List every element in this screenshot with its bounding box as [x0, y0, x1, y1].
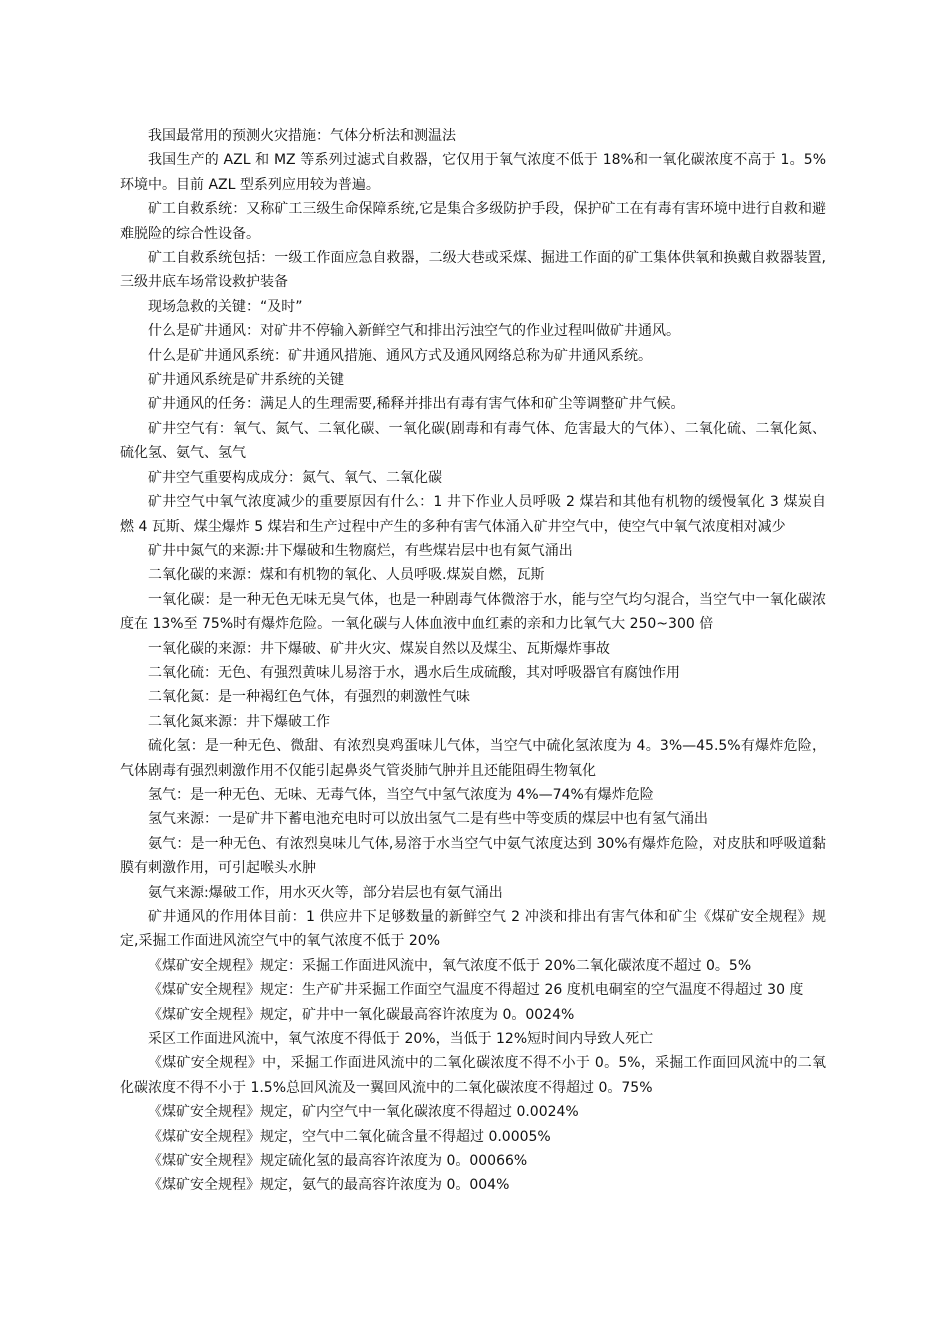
paragraph: 《煤矿安全规程》规定，矿内空气中一氧化碳浓度不得超过 0.0024% [148, 1104, 579, 1121]
paragraph: 矿井中氮气的来源:井下爆破和生物腐烂，有些煤岩层中也有氮气涌出 [148, 542, 573, 559]
paragraph: 《煤矿安全规程》规定硫化氢的最高容许浓度为 0。00066% [148, 1153, 528, 1170]
document-body [120, 124, 826, 1198]
paragraph: 《煤矿安全规程》规定：生产矿井采掘工作面空气温度不得超过 26 度机电硐室的空气温度不得超过 30 度 [148, 982, 804, 999]
paragraph: 《煤矿安全规程》中，采掘工作面进风流中的二氧化碳浓度不得不小于 0。5%，采掘工作面回风流中的二氧化碳浓度不得不小于 1.5%总回风流及一翼回风流中的二氧化碳浓度不得超过 0。75% [120, 1055, 826, 1096]
paragraph: 什么是矿井通风：对矿井不停输入新鲜空气和排出污浊空气的作业过程叫做矿井通风。 [148, 323, 680, 340]
paragraph: 《煤矿安全规程》规定：采掘工作面进风流中，氧气浓度不低于 20%二氧化碳浓度不超过 0。5% [148, 957, 752, 974]
paragraph: 氨气来源:爆破工作，用水灭火等，部分岩层也有氨气涌出 [148, 884, 503, 901]
paragraph: 矿工自救系统包括：一级工作面应急自救器，二级大巷或采煤、掘进工作面的矿工集体供氧和换戴自救器装置,三级井底车场常设救护装备 [120, 250, 826, 291]
paragraph: 二氧化氮：是一种褐红色气体，有强烈的刺激性气味 [148, 689, 470, 706]
paragraph: 矿井通风系统是矿井系统的关键 [148, 372, 344, 389]
paragraph: 矿井空气有：氧气、氮气、二氧化碳、一氧化碳(剧毒和有毒气体、危害最大的气体）、二氧化硫、二氧化氮、硫化氢、氨气、氢气 [120, 420, 826, 462]
paragraph: 氢气：是一种无色、无味、无毒气体，当空气中氢气浓度为 4%—74%有爆炸危险 [148, 786, 654, 803]
paragraph: 《煤矿安全规程》规定，矿井中一氧化碳最高容许浓度为 0。0024% [148, 1006, 575, 1023]
paragraph: 矿井空气中氧气浓度减少的重要原因有什么：1 井下作业人员呼吸 2 煤岩和其他有机物的缓慢氧化 3 煤炭自燃 4 瓦斯、煤尘爆炸 5 煤岩和生产过程中产生的多种有害气体涌入矿井空气中，使空气中氧气浓度相对减少 [120, 494, 826, 535]
paragraph: 《煤矿安全规程》规定，空气中二氧化硫含量不得超过 0.0005% [148, 1128, 551, 1145]
paragraph: 一氧化碳：是一种无色无味无臭气体，也是一种剧毒气体微溶于水，能与空气均匀混合，当空气中一氧化碳浓度在 13%至 75%时有爆炸危险。一氧化碳与人体血液中血红素的亲和力比氧气大 250~300 倍 [120, 591, 826, 633]
paragraph: 什么是矿井通风系统：矿井通风措施、通风方式及通风网络总称为矿井通风系统。 [148, 347, 652, 364]
paragraph: 二氧化碳的来源：煤和有机物的氧化、人员呼吸.煤炭自燃，瓦斯 [148, 567, 545, 584]
paragraph: 我国最常用的预测火灾措施：气体分析法和测温法 [148, 128, 456, 144]
paragraph: 矿工自救系统：又称矿工三级生命保障系统,它是集合多级防护手段，保护矿工在有毒有害环境中进行自救和避难脱险的综合性设备。 [120, 201, 826, 242]
paragraph: 硫化氢：是一种无色、微甜、有浓烈臭鸡蛋味儿气体，当空气中硫化氢浓度为 4。3%—45.5%有爆炸危险，气体剧毒有强烈刺激作用不仅能引起鼻炎气管炎肺气肿并且还能阻碍生物氧化 [120, 738, 826, 779]
paragraph: 矿井通风的作用体目前：1 供应井下足够数量的新鲜空气 2 冲淡和排出有害气体和矿尘《煤矿安全规程》规定,采掘工作面进风流空气中的氧气浓度不低于 20% [120, 909, 826, 950]
paragraph: 二氧化氮来源：井下爆破工作 [148, 713, 330, 730]
paragraph: 矿井通风的任务：满足人的生理需要,稀释并排出有毒有害气体和矿尘等调整矿井气候。 [148, 396, 685, 413]
paragraph: 《煤矿安全规程》规定，氨气的最高容许浓度为 0。004% [148, 1177, 510, 1194]
paragraph: 氨气：是一种无色、有浓烈臭味儿气体,易溶于水当空气中氨气浓度达到 30%有爆炸危险，对皮肤和呼吸道黏膜有刺激作用，可引起喉头水肿 [120, 835, 826, 877]
paragraph: 现场急救的关键：“及时” [148, 298, 303, 315]
paragraph: 一氧化碳的来源：井下爆破、矿井火灾、煤炭自然以及煤尘、瓦斯爆炸事故 [148, 640, 610, 657]
paragraph: 氢气来源：一是矿井下蓄电池充电时可以放出氢气二是有些中等变质的煤层中也有氢气涌出 [148, 811, 708, 828]
paragraph: 我国生产的 AZL 和 MZ 等系列过滤式自救器，它仅用于氧气浓度不低于 18%和一氧化碳浓度不高于 1。5%环境中。目前 AZL 型系列应用较为普遍。 [120, 152, 826, 193]
paragraph: 采区工作面进风流中，氧气浓度不得低于 20%，当低于 12%短时间内导致人死亡 [148, 1031, 654, 1048]
paragraph: 矿井空气重要构成成分：氮气、氧气、二氧化碳 [148, 469, 442, 486]
paragraph: 二氧化硫：无色、有强烈黄味儿易溶于水，遇水后生成硫酸，其对呼吸器官有腐蚀作用 [148, 664, 680, 681]
